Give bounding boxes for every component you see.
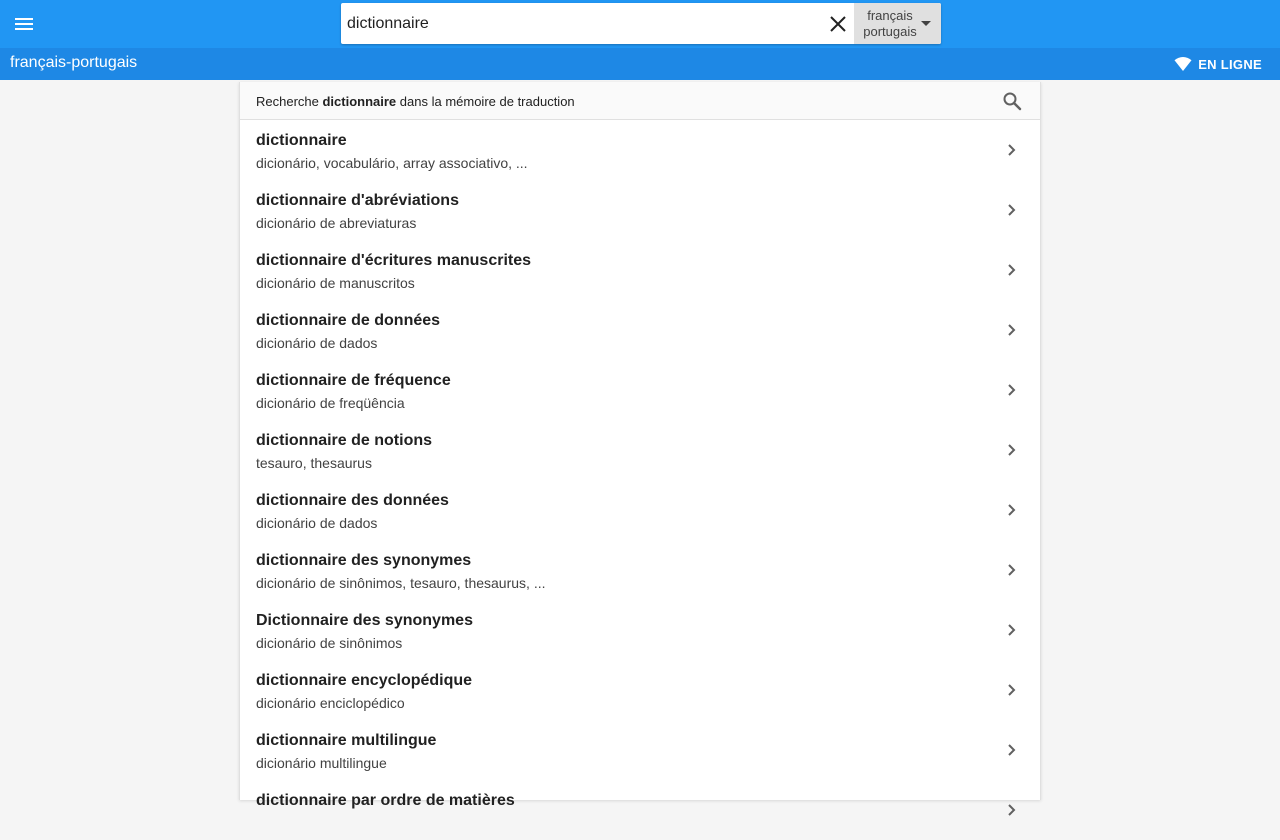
search-box: [341, 3, 941, 44]
result-term: dictionnaire d'abréviations: [256, 192, 459, 209]
chevron-right-icon: [1004, 440, 1020, 460]
result-translation: dicionário de freqüência: [256, 395, 405, 411]
tm-prefix: Recherche: [256, 94, 323, 109]
tm-suffix: dans la mémoire de traduction: [396, 94, 575, 109]
result-translation: dicionário de dados: [256, 515, 378, 531]
list-item[interactable]: [240, 240, 1040, 300]
chevron-right-icon: [1004, 680, 1020, 700]
results-panel: [239, 82, 1041, 809]
chevron-right-icon: [1004, 380, 1020, 400]
result-term: dictionnaire des synonymes: [256, 552, 472, 569]
connection-status[interactable]: [1174, 55, 1262, 73]
list-item[interactable]: [240, 120, 1040, 180]
result-translation: dicionário de abreviaturas: [256, 215, 417, 231]
dictionary-bar: [0, 48, 1280, 80]
status-label: EN LIGNE: [1198, 56, 1262, 72]
chevron-right-icon: [1004, 560, 1020, 580]
result-term: dictionnaire encyclopédique: [256, 672, 473, 689]
list-item[interactable]: [240, 420, 1040, 480]
result-term: Dictionnaire des synonymes: [256, 612, 473, 629]
search-input[interactable]: [347, 3, 817, 44]
list-item[interactable]: [240, 780, 1040, 840]
language-pair-dropdown[interactable]: [854, 3, 941, 44]
chevron-right-icon: [1004, 500, 1020, 520]
result-term: dictionnaire des données: [256, 492, 449, 509]
top-app-bar: [0, 0, 1280, 48]
result-term: dictionnaire de fréquence: [256, 372, 451, 389]
result-term: dictionnaire multilingue: [256, 732, 437, 749]
result-translation: dicionário multilingue: [256, 755, 387, 771]
wifi-icon: [1174, 57, 1192, 71]
result-term: dictionnaire par ordre de matières: [256, 792, 515, 809]
translation-memory-search[interactable]: [240, 82, 1040, 120]
language-target: portugais: [863, 24, 917, 39]
result-term: dictionnaire: [256, 132, 347, 149]
result-translation: dicionário, vocabulário, array associativo, ...: [256, 155, 528, 171]
result-translation: dicionário de sinônimos: [256, 635, 403, 651]
list-item[interactable]: [240, 660, 1040, 720]
caret-down-icon: [921, 21, 931, 26]
result-term: dictionnaire d'écritures manuscrites: [256, 252, 532, 269]
menu-button[interactable]: [12, 12, 36, 36]
chevron-right-icon: [1004, 620, 1020, 640]
dictionary-title: français-portugais: [10, 54, 138, 71]
language-source: français: [867, 8, 913, 23]
list-item[interactable]: [240, 720, 1040, 780]
chevron-right-icon: [1004, 200, 1020, 220]
tm-term: dictionnaire: [322, 94, 397, 109]
menu-icon: [12, 12, 36, 36]
list-item[interactable]: [240, 600, 1040, 660]
language-pair-label: [860, 8, 920, 40]
result-translation: dicionário de sinônimos, tesauro, thesaurus, ...: [256, 575, 546, 591]
result-translation: dicionário de dados: [256, 335, 378, 351]
result-term: dictionnaire de notions: [256, 432, 433, 449]
result-translation: dicionário de manuscritos: [256, 275, 415, 291]
chevron-right-icon: [1004, 140, 1020, 160]
result-term: dictionnaire de données: [256, 312, 441, 329]
chevron-right-icon: [1004, 740, 1020, 760]
chevron-right-icon: [1004, 260, 1020, 280]
results-list: [240, 120, 1040, 840]
close-icon: [826, 12, 850, 36]
chevron-right-icon: [1004, 800, 1020, 820]
search-icon[interactable]: [1002, 91, 1022, 111]
result-translation: tesauro, thesaurus: [256, 455, 372, 471]
clear-search-button[interactable]: [826, 12, 850, 36]
list-item[interactable]: [240, 480, 1040, 540]
chevron-right-icon: [1004, 320, 1020, 340]
result-translation: dicionário enciclopédico: [256, 695, 405, 711]
list-item[interactable]: [240, 360, 1040, 420]
list-item[interactable]: [240, 180, 1040, 240]
list-item[interactable]: [240, 300, 1040, 360]
translation-memory-text: [256, 94, 575, 109]
list-item[interactable]: [240, 540, 1040, 600]
